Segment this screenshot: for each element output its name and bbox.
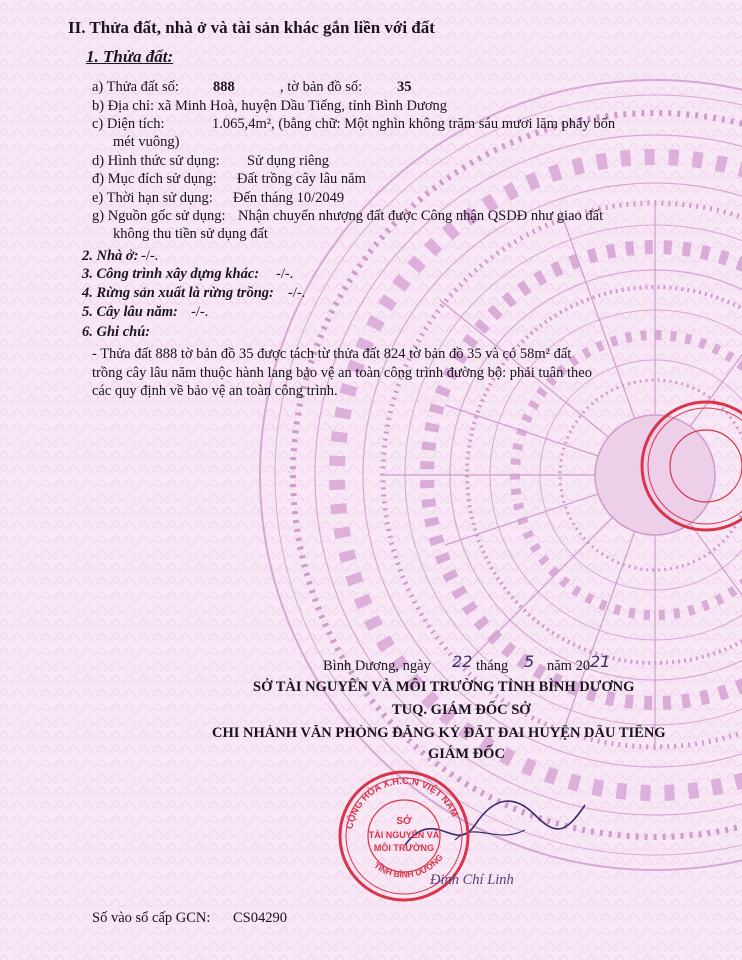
date-year: 21 [590,652,611,671]
forest-label: 4. Rừng sản xuất là rừng trồng: [82,285,274,301]
date-day: 22 [452,652,473,671]
date-month: 5 [524,652,535,671]
parcel-number: 888 [213,79,235,95]
department-name: SỞ TÀI NGUYÊN VÀ MÔI TRƯỜNG TỈNH BÌNH DƯƠNG [253,679,635,695]
area-value-cont: mét vuông) [113,134,180,150]
purpose-label: đ) Mục đích sử dụng: [92,171,217,187]
map-label: , tờ bản đồ số: [280,79,363,95]
notes-line-2: trồng cây lâu năm thuộc hành lang bảo vệ an toàn công trình đường bộ: phải tuân theo [92,365,592,381]
seal-outer-text: CỘNG HÒA X.H.C.N VIỆT NAM [344,775,460,831]
date-month-label: tháng [476,658,509,674]
house-label: 2. Nhà ở: [82,248,139,264]
notes-line-1: - Thửa đất 888 tờ bản đồ 35 được tách từ thửa đất 824 tờ bản đồ 35 và có 58m² đất [92,346,572,362]
usage-form-value: Sử dụng riêng [247,153,329,169]
land-heading: 1. Thửa đất: [86,47,174,66]
signer-name: Đinh Chí Linh [430,872,514,888]
forest-value: -/-. [288,285,306,301]
trees-label: 5. Cây lâu năm: [82,304,178,320]
seal-line-3: MÔI TRƯỜNG [373,843,435,853]
seal-line-1: SỞ [396,816,412,827]
director-title: GIÁM ĐỐC [428,746,505,762]
origin-label: g) Nguồn gốc sử dụng: [92,208,226,224]
deputy-title: TUQ. GIÁM ĐỐC SỞ [392,702,531,718]
usage-form-label: d) Hình thức sử dụng: [92,153,220,169]
origin-value: Nhận chuyển nhượng đất được Công nhận QSDĐ như giao đất [238,208,604,224]
area-label: c) Diện tích: [92,116,165,132]
term-value: Đến tháng 10/2049 [233,190,345,206]
seal-bottom-text: TỈNH BÌNH DƯƠNG [372,852,445,880]
term-label: e) Thời hạn sử dụng: [92,190,213,206]
trees-value: -/-. [191,304,209,320]
construction-label: 3. Công trình xây dựng khác: [82,266,260,282]
section-title: II. Thửa đất, nhà ở và tài sản khác gắn liền với đất [68,18,435,37]
partial-red-seal [636,398,742,534]
purpose-value: Đất trồng cây lâu năm [237,171,366,187]
construction-value: -/-. [276,266,294,282]
area-value: 1.065,4m², (bằng chữ: Một nghìn không trăm sáu mươi lăm phẩy bốn [212,116,616,132]
origin-value-cont: không thu tiền sử dụng đất [113,226,268,242]
gcn-number: CS04290 [233,910,287,926]
map-number: 35 [397,79,412,95]
date-place: Bình Dương, ngày [323,658,431,674]
gcn-label: Số vào sổ cấp GCN: [92,910,211,926]
parcel-label: a) Thửa đất số: [92,79,179,95]
branch-name: CHI NHÁNH VĂN PHÒNG ĐĂNG KÝ ĐẤT ĐAI HUYỆN DẦU TIẾNG [212,725,666,741]
notes-line-3: các quy định về bảo vệ an toàn công trình. [92,383,338,399]
seal-line-2: TÀI NGUYÊN VÀ [368,830,440,840]
address: b) Địa chỉ: xã Minh Hoà, huyện Dầu Tiếng, tỉnh Bình Dương [92,98,448,114]
house-value: -/-. [141,248,159,264]
notes-label: 6. Ghi chú: [82,324,151,340]
date-year-label: năm 20 [547,658,591,674]
